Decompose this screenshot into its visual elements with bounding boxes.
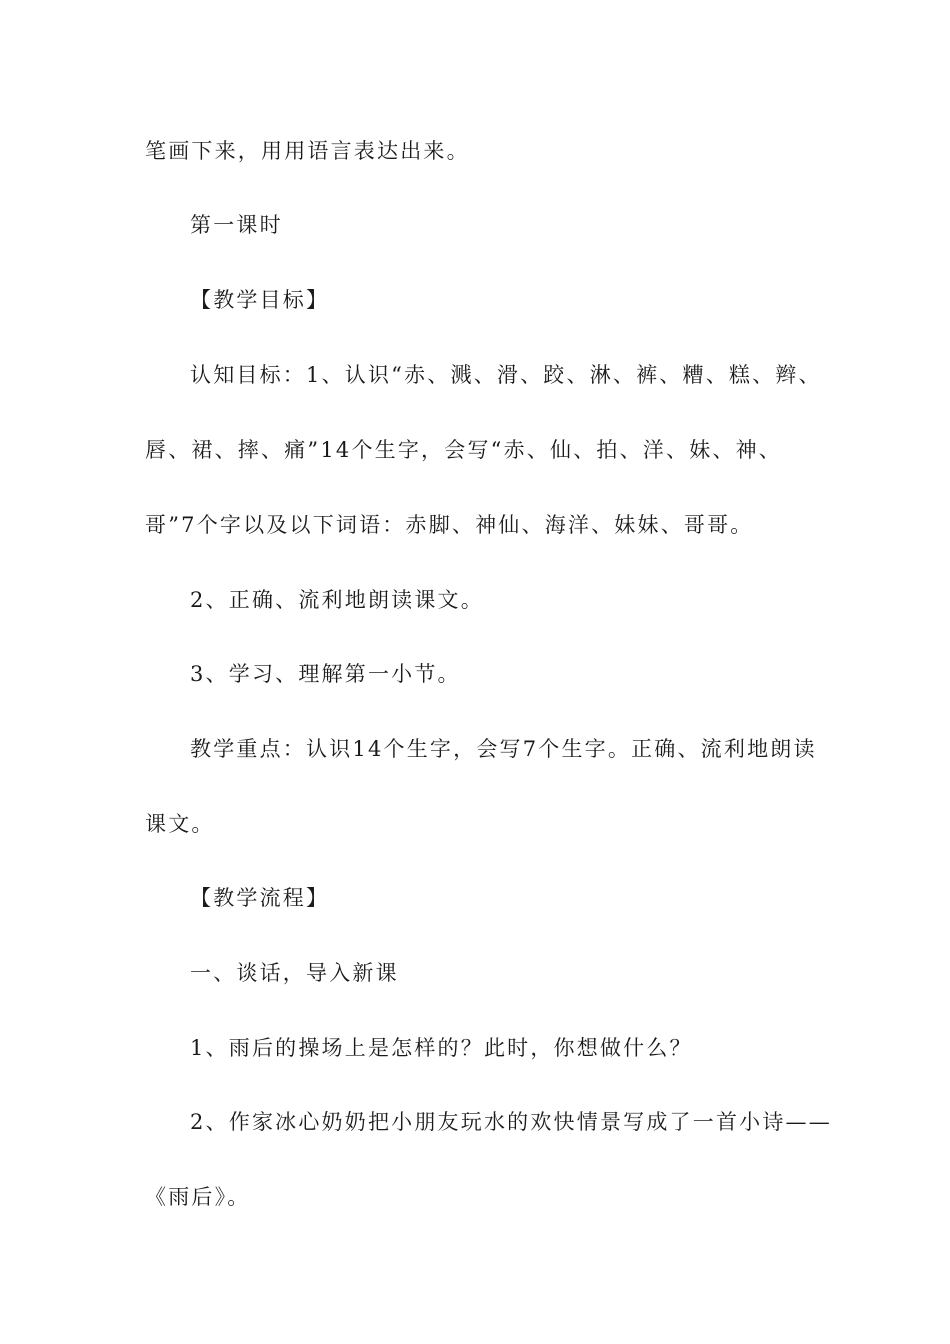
cognitive-goal-line-1: 认知目标：1、认识“赤、溅、滑、跤、淋、裤、糟、糕、辫、: [190, 363, 822, 387]
teaching-goals-heading: 【教学目标】: [190, 288, 330, 312]
goal-item-2: 2、正确、流利地朗读课文。: [190, 588, 484, 612]
teaching-focus-line-2: 课文。: [145, 812, 215, 836]
lesson-period-heading: 第一课时: [190, 213, 283, 237]
paragraph-continuation: 笔画下来，用用语言表达出来。: [145, 139, 470, 163]
process-item-1: 1、雨后的操场上是怎样的？此时，你想做什么？: [190, 1036, 693, 1060]
teaching-focus-line-1: 教学重点：认识14个生字，会写7个生字。正确、流利地朗读: [190, 737, 817, 761]
goal-item-3: 3、学习、理解第一小节。: [190, 662, 461, 686]
process-item-2-line-1: 2、作家冰心奶奶把小朋友玩水的欢快情景写成了一首小诗——: [190, 1110, 832, 1134]
cognitive-goal-line-2: 唇、裙、摔、痛”14个生字，会写“赤、仙、拍、洋、妹、神、: [145, 438, 782, 462]
cognitive-goal-line-3: 哥”7个字以及以下词语：赤脚、神仙、海洋、妹妹、哥哥。: [145, 513, 754, 537]
teaching-process-heading: 【教学流程】: [190, 886, 330, 910]
process-item-2-line-2: 《雨后》。: [145, 1185, 251, 1209]
section-one-heading: 一、谈话，导入新课: [190, 961, 399, 985]
